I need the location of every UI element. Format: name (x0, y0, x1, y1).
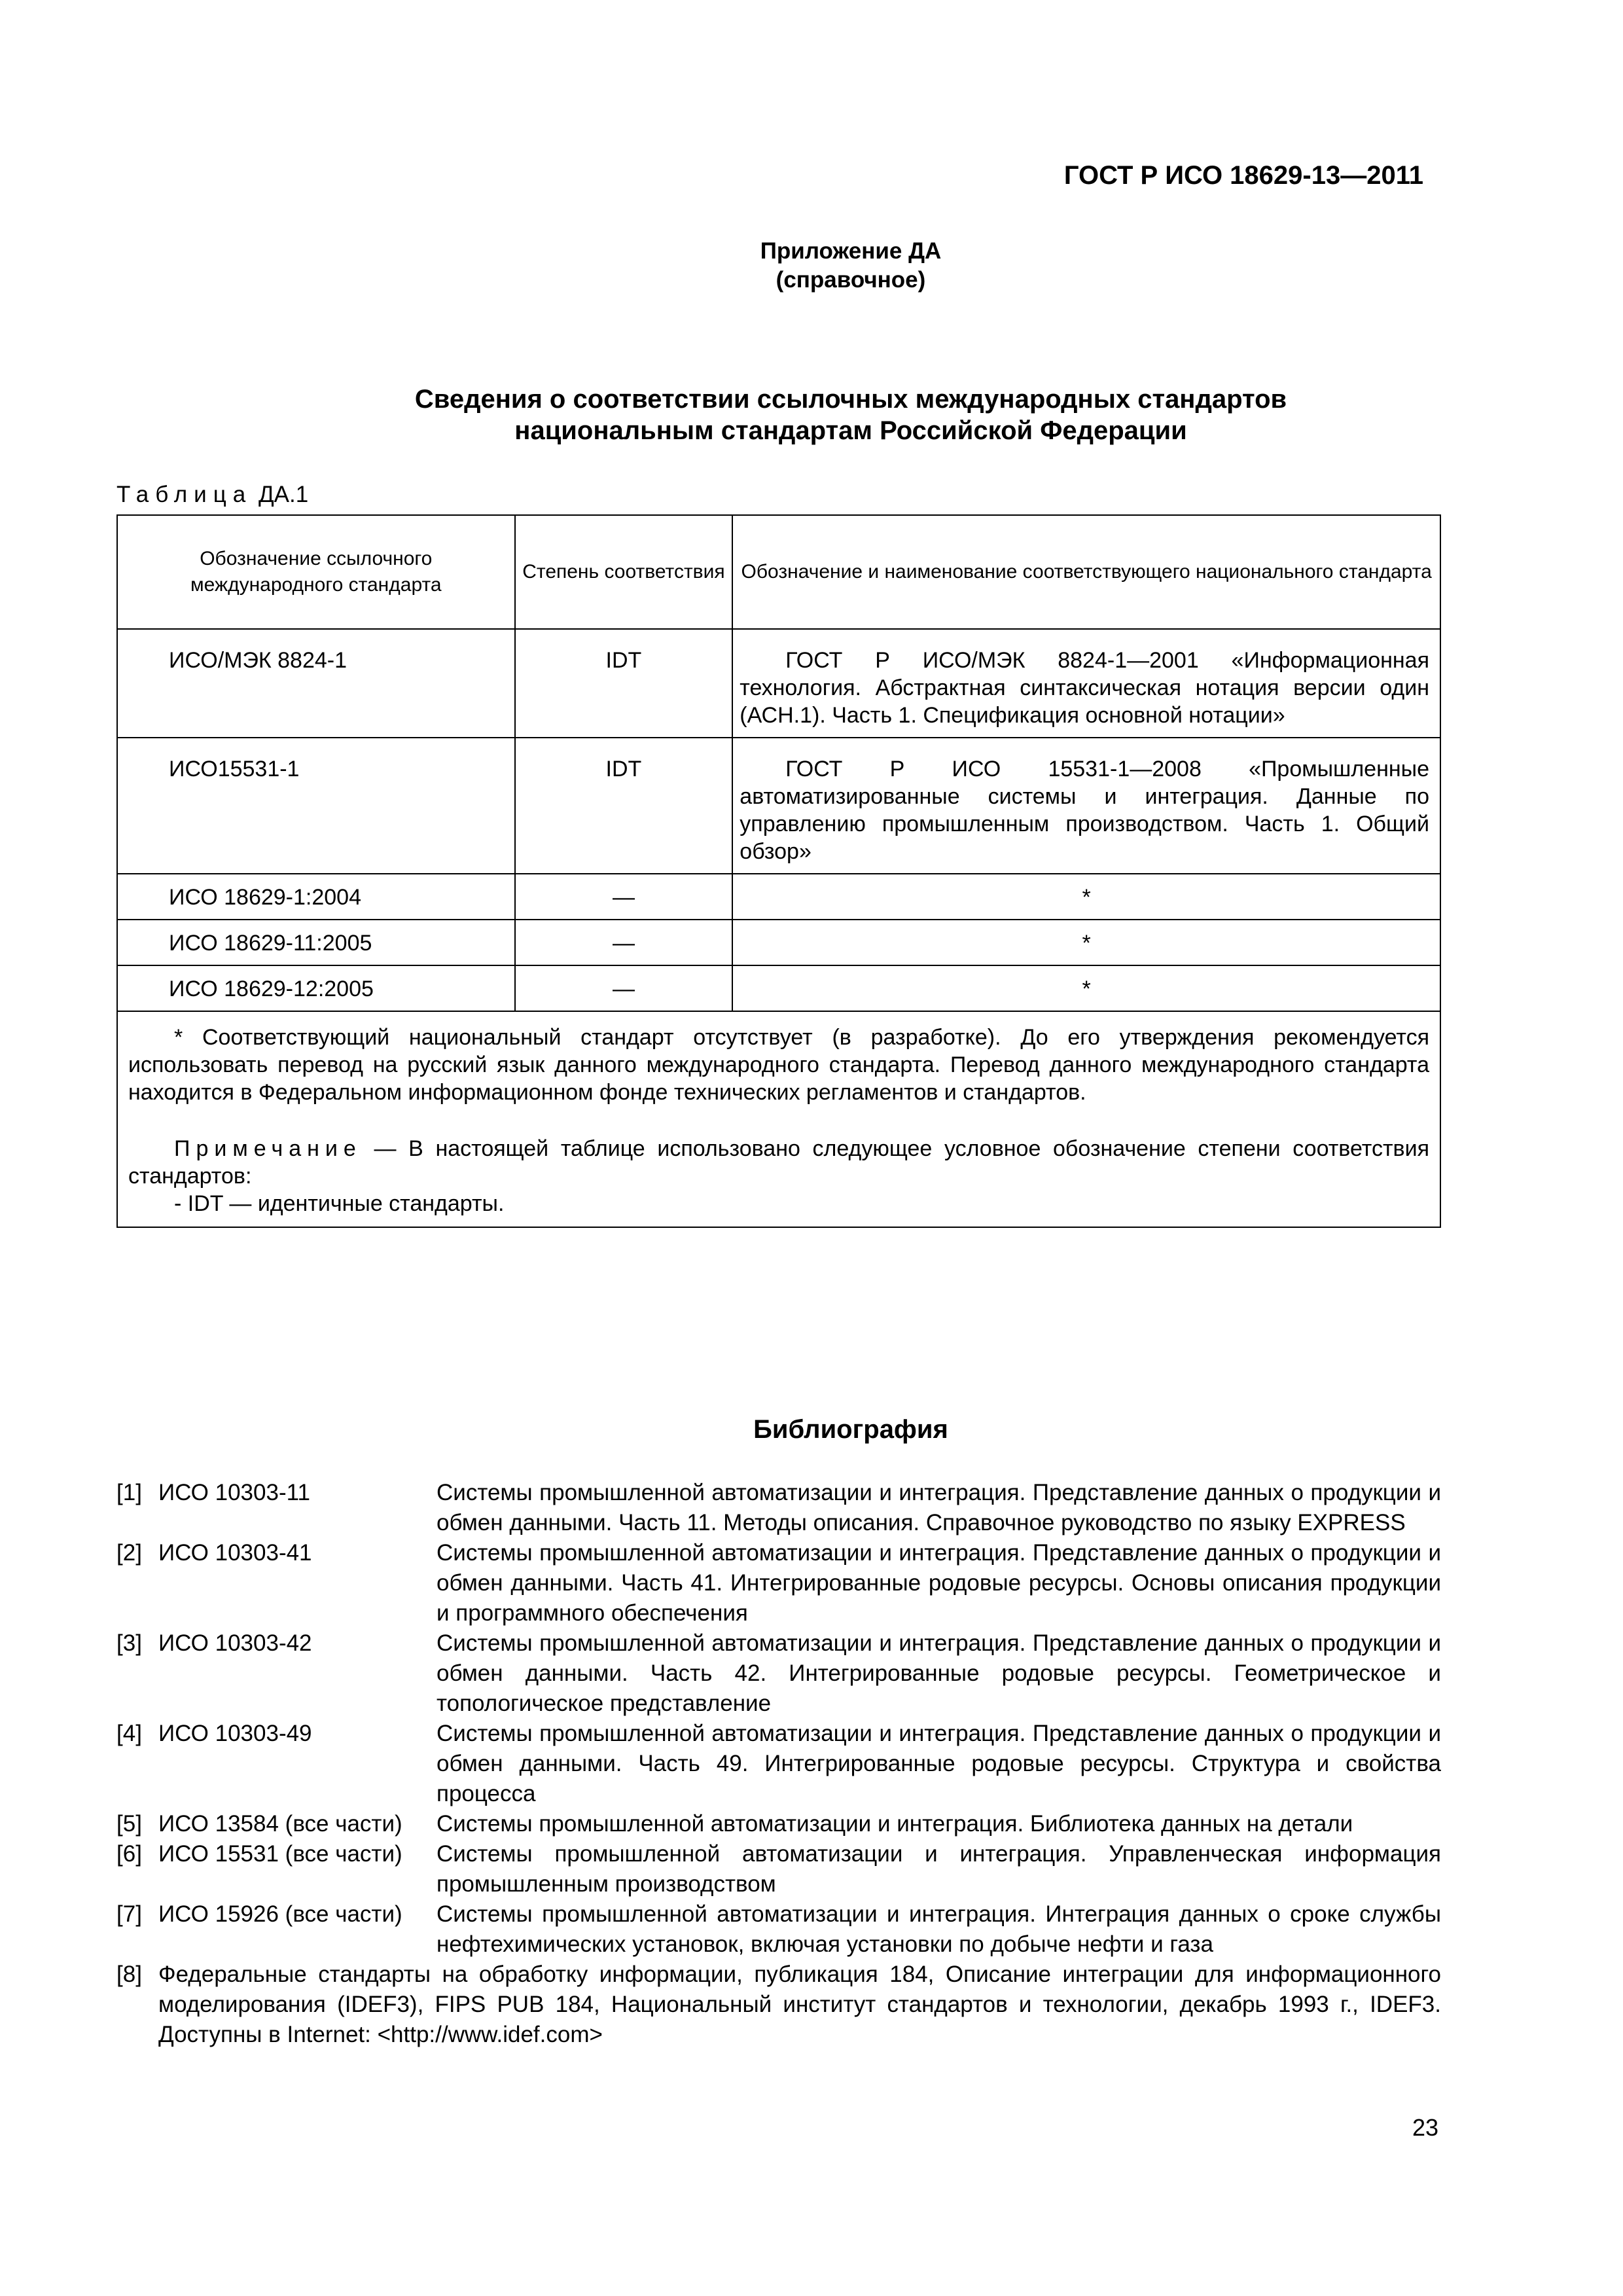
header-cell: Обозначение и наименование соответствующего национального стандарта (732, 515, 1440, 629)
bibliography-entry (116, 1839, 1441, 1899)
table-row (117, 874, 1440, 920)
entry-reference: ИСО 13584 (все части) (158, 1811, 402, 1837)
code-cell: ИСО/МЭК 8824-1 (117, 629, 515, 738)
degree-cell: — (515, 874, 733, 920)
entry-text: Системы промышленной автоматизации и интеграция. Интеграция данных о сроке службы нефтехимических установок, включая установки по добыче нефти и газа (437, 1901, 1441, 1957)
degree-cell: — (515, 965, 733, 1011)
annex-title: Приложение ДА (760, 238, 942, 264)
table-label-word: Таблица (116, 482, 253, 507)
correspondence-table (116, 514, 1441, 1228)
footnote-text: * Соответствующий национальный стандарт отсутствует (в разработке). До его утверждения рекомендуется использовать перевод на русский язык данного международного стандарта. Перевод данного международного стандарта находится в Федеральном информационном фонде технических регламентов и стандартов. (128, 1025, 1429, 1105)
entry-number: [5] (116, 1811, 142, 1837)
bibliography-entry (116, 1478, 1441, 1538)
annex-heading (0, 237, 1623, 295)
table-label-number: ДА.1 (258, 482, 309, 507)
bibliography-entry (116, 1809, 1441, 1839)
section-title-line1: Сведения о соответствии ссылочных международных стандартов (414, 385, 1287, 414)
national-cell: * (732, 874, 1440, 920)
section-title (0, 384, 1623, 446)
entry-number: [7] (116, 1901, 142, 1927)
table-row (117, 738, 1440, 874)
entry-text: Системы промышленной автоматизации и интеграция. Представление данных о продукции и обмен данными. Часть 11. Методы описания. Справочное руководство по языку EXPRESS (437, 1480, 1441, 1535)
document-code: ГОСТ Р ИСО 18629-13—2011 (1063, 161, 1423, 190)
note-word: Примечание (174, 1136, 362, 1161)
table-footnote (117, 1011, 1440, 1227)
entry-reference: ИСО 10303-42 (158, 1630, 312, 1656)
bibliography-entry (116, 1899, 1441, 1960)
entry-reference: ИСО 10303-41 (158, 1540, 312, 1566)
entry-text: Системы промышленной автоматизации и интеграция. Библиотека данных на детали (437, 1811, 1353, 1837)
degree-cell: IDT (515, 738, 733, 874)
table-note (128, 1135, 1429, 1190)
entry-text: Федеральные стандарты на обработку информации, публикация 184, Описание интеграции для информационного моделирования (IDEF3), FIPS PUB 184, Национальный институт стандартов и технологии, декабрь 1993 г., IDEF3. Доступны в Internet: <http://www.idef.com> (158, 1962, 1441, 2047)
note-item: - IDT — идентичные стандарты. (174, 1191, 505, 1216)
entry-text: Системы промышленной автоматизации и интеграция. Представление данных о продукции и обмен данными. Часть 42. Интегрированные родовые ресурсы. Геометрическое и топологическое представление (437, 1630, 1441, 1716)
national-cell: * (732, 920, 1440, 965)
code-cell: ИСО15531-1 (117, 738, 515, 874)
entry-reference: ИСО 15531 (все части) (158, 1841, 402, 1867)
bibliography-entry (116, 1538, 1441, 1628)
page-number: 23 (1412, 2114, 1438, 2141)
entry-number: [2] (116, 1540, 142, 1566)
degree-cell: IDT (515, 629, 733, 738)
table-footnote-row (117, 1011, 1440, 1227)
bibliography-title: Библиография (753, 1415, 948, 1444)
note-text: — В настоящей таблице использовано следующее условное обозначение степени соответствия стандартов: (128, 1136, 1429, 1189)
entry-reference: ИСО 10303-49 (158, 1721, 312, 1746)
entry-reference: ИСО 15926 (все части) (158, 1901, 402, 1927)
header-cell: Степень соответствия (515, 515, 733, 629)
bibliography-entry (116, 1719, 1441, 1809)
entry-reference: ИСО 10303-11 (158, 1480, 310, 1505)
entry-number: [6] (116, 1841, 142, 1867)
national-cell: * (732, 965, 1440, 1011)
entry-number: [1] (116, 1480, 142, 1505)
bibliography-entry (116, 1960, 1441, 2050)
code-cell: ИСО 18629-1:2004 (117, 874, 515, 920)
table-header-row (117, 515, 1440, 629)
table-row (117, 629, 1440, 738)
entry-text: Системы промышленной автоматизации и интеграция. Представление данных о продукции и обмен данными. Часть 41. Интегрированные родовые ресурсы. Основы описания продукции и программного обеспечения (437, 1540, 1441, 1626)
table-row (117, 965, 1440, 1011)
code-cell: ИСО 18629-11:2005 (117, 920, 515, 965)
code-cell: ИСО 18629-12:2005 (117, 965, 515, 1011)
bibliography-entry (116, 1628, 1441, 1719)
entry-text: Системы промышленной автоматизации и интеграция. Представление данных о продукции и обмен данными. Часть 49. Интегрированные родовые ресурсы. Структура и свойства процесса (437, 1721, 1441, 1806)
entry-number: [3] (116, 1630, 142, 1656)
table-label (116, 482, 308, 508)
entry-number: [4] (116, 1721, 142, 1746)
degree-cell: — (515, 920, 733, 965)
section-title-line2: национальным стандартам Российской Федерации (514, 416, 1187, 445)
national-cell: ГОСТ Р ИСО/МЭК 8824-1—2001 «Информационная технология. Абстрактная синтаксическая нотация версии один (АСН.1). Часть 1. Спецификация основной нотации» (732, 629, 1440, 738)
entry-text: Системы промышленной автоматизации и интеграция. Управленческая информация промышленным производством (437, 1841, 1441, 1897)
annex-subtitle: (справочное) (776, 267, 926, 293)
bibliography-list (116, 1478, 1441, 2050)
table-row (117, 920, 1440, 965)
header-cell: Обозначение ссылочного международного стандарта (117, 515, 515, 629)
national-cell: ГОСТ Р ИСО 15531-1—2008 «Промышленные автоматизированные системы и интеграция. Данные по управлению промышленным производством. Часть 1. Общий обзор» (732, 738, 1440, 874)
entry-number: [8] (116, 1962, 142, 1987)
